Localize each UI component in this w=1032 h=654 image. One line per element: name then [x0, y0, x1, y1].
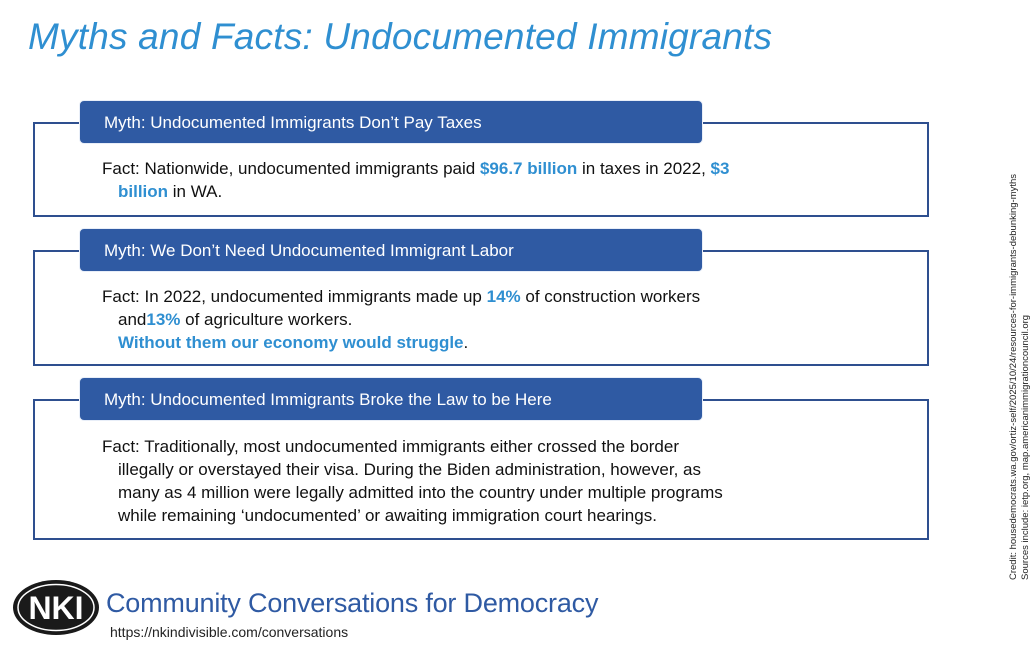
credit-text [1008, 174, 1032, 580]
fact-text-1 [102, 157, 862, 203]
fact-text: and [118, 310, 147, 329]
page-title: Myths and Facts: Undocumented Immigrants [28, 16, 773, 57]
fact-text: of construction workers [520, 287, 701, 306]
fact-text: . [463, 333, 469, 352]
myth-header-3: Myth: Undocumented Immigrants Broke the Law to be Here [79, 377, 703, 421]
fact-line: many as 4 million were legally admitted into the country under multiple programs [118, 483, 723, 502]
highlight-value: $96.7 billion [479, 159, 578, 178]
fact-line: while remaining ‘undocumented’ or awaiting immigration court hearings. [118, 506, 657, 525]
credit-line: Credit: housedemocrats.wa.gov/ortiz-self/2025/10/24/resources-for-immigrants-debunking-myths [1008, 173, 1019, 580]
fact-text: Fact: In 2022, undocumented immigrants made up [102, 287, 487, 306]
highlight-value: Without them our economy would struggle [118, 333, 464, 352]
sources-line: Sources include: ietp.org, map.americanimmigrationcouncil.org [1020, 314, 1031, 580]
highlight-value: 14% [486, 287, 521, 306]
fact-line: illegally or overstayed their visa. During the Biden administration, however, as [118, 460, 702, 479]
fact-text: of agriculture workers. [180, 310, 353, 329]
fact-text: Fact: Nationwide, undocumented immigrants paid [102, 159, 480, 178]
fact-text: in WA. [168, 182, 223, 201]
org-name: Community Conversations for Democracy [106, 588, 599, 618]
fact-text-3 [102, 435, 862, 527]
highlight-value: 13% [146, 310, 181, 329]
fact-text: in taxes in 2022, [577, 159, 711, 178]
fact-text-2 [102, 285, 862, 354]
myth-header-1: Myth: Undocumented Immigrants Don’t Pay Taxes [79, 100, 703, 144]
website-link[interactable]: https://nkindivisible.com/conversations [110, 624, 349, 640]
nki-logo [12, 579, 100, 636]
myth-header-2: Myth: We Don’t Need Undocumented Immigrant Labor [79, 228, 703, 272]
logo-text: NKI [28, 590, 84, 626]
fact-line: Fact: Traditionally, most undocumented immigrants either crossed the border [102, 437, 680, 456]
highlight-value: $3 [710, 159, 730, 178]
highlight-value: billion [118, 182, 169, 201]
